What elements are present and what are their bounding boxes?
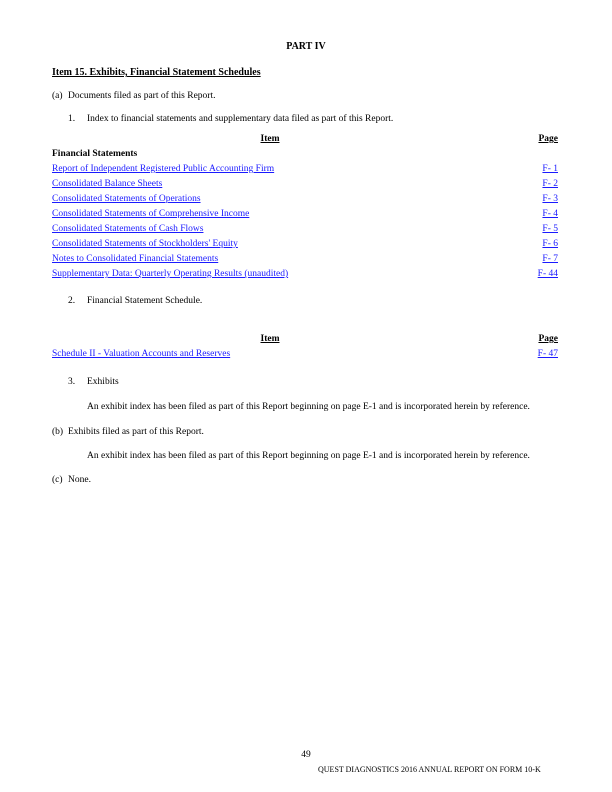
item-heading: Item 15. Exhibits, Financial Statement Schedules — [52, 67, 261, 78]
financial-statement-link[interactable]: Consolidated Statements of Cash Flows — [52, 224, 204, 234]
financial-statement-link[interactable]: Consolidated Statements of Comprehensive Income — [52, 209, 250, 219]
financial-statement-link[interactable]: Consolidated Statements of Operations — [52, 194, 201, 204]
financial-statement-page-link[interactable]: F- 2 — [542, 179, 558, 189]
sub3-text: Exhibits — [87, 377, 119, 387]
financial-statement-page-link[interactable]: F- 5 — [542, 224, 558, 234]
financial-statement-page-link[interactable]: F- 4 — [542, 209, 558, 219]
financial-statement-page-link[interactable]: F- 44 — [537, 269, 558, 279]
financial-statement-link[interactable]: Report of Independent Registered Public Accounting Firm — [52, 164, 275, 174]
sub2-marker: 2. — [68, 296, 76, 306]
sub1-marker: 1. — [68, 114, 76, 124]
section-c-text: None. — [68, 475, 91, 485]
sub3-marker: 3. — [68, 377, 76, 387]
financial-statement-link[interactable]: Supplementary Data: Quarterly Operating Results (unaudited) — [52, 269, 289, 279]
financial-statement-link[interactable]: Consolidated Balance Sheets — [52, 179, 163, 189]
financial-statement-page-link[interactable]: F- 3 — [542, 194, 558, 204]
section-b-marker: (b) — [52, 427, 64, 437]
schedule-page-link[interactable]: F- 47 — [537, 349, 558, 359]
page-footer: QUEST DIAGNOSTICS 2016 ANNUAL REPORT ON FORM 10-K — [318, 765, 541, 774]
table1-col-page: Page — [538, 134, 558, 144]
table1-group-label: Financial Statements — [52, 149, 138, 159]
financial-statement-page-link[interactable]: F- 7 — [542, 254, 558, 264]
section-a-marker: (a) — [52, 91, 63, 101]
table2-col-item: Item — [260, 334, 280, 344]
financial-statement-link[interactable]: Notes to Consolidated Financial Statements — [52, 254, 219, 264]
table2-col-page: Page — [538, 334, 558, 344]
financial-statement-page-link[interactable]: F- 1 — [542, 164, 558, 174]
table1-col-item: Item — [260, 134, 280, 144]
part-title: PART IV — [286, 41, 326, 52]
section-c-marker: (c) — [52, 475, 63, 485]
sub2-text: Financial Statement Schedule. — [87, 296, 203, 306]
schedule-link[interactable]: Schedule II - Valuation Accounts and Reserves — [52, 349, 231, 359]
section-a-text: Documents filed as part of this Report. — [68, 91, 216, 101]
sub1-text: Index to financial statements and supplementary data filed as part of this Report. — [87, 114, 394, 124]
exhibit-paragraph-1: An exhibit index has been filed as part of this Report beginning on page E-1 and is incorporated herein by reference. — [87, 402, 530, 412]
section-b-text: Exhibits filed as part of this Report. — [68, 427, 204, 437]
exhibit-paragraph-2: An exhibit index has been filed as part of this Report beginning on page E-1 and is incorporated herein by reference. — [87, 451, 530, 461]
page-number: 49 — [301, 750, 311, 760]
financial-statement-link[interactable]: Consolidated Statements of Stockholders' Equity — [52, 239, 238, 249]
financial-statement-page-link[interactable]: F- 6 — [542, 239, 558, 249]
